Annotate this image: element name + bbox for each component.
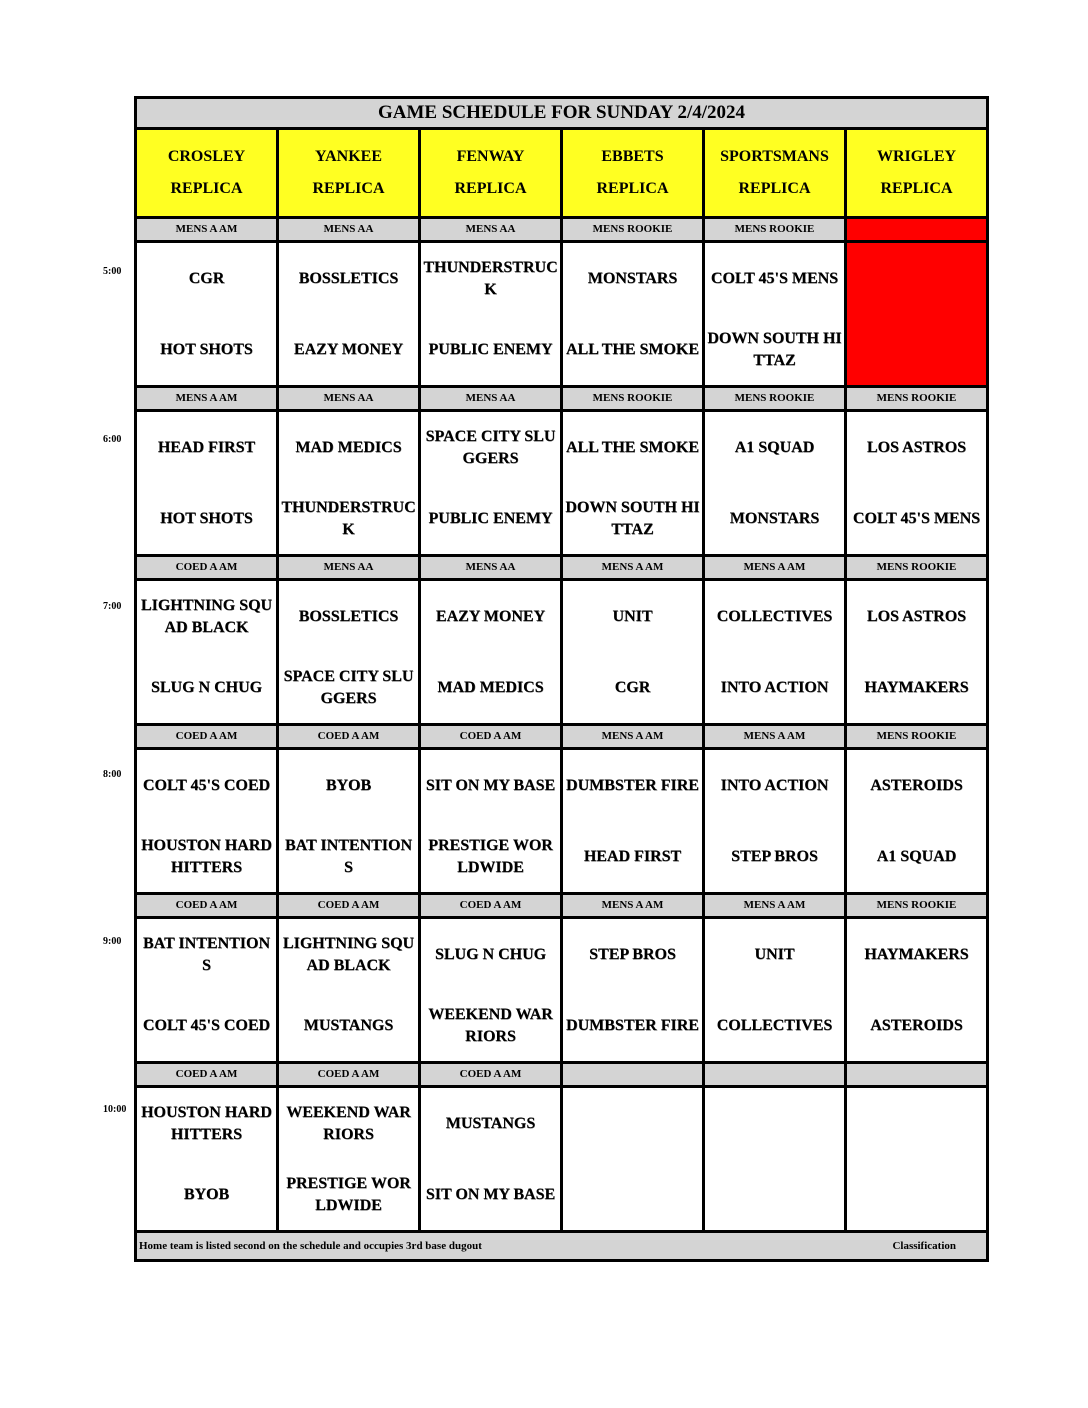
away-team: A1 SQUAD	[734, 438, 815, 456]
home-team: ALL THE SMOKE	[565, 340, 700, 358]
game-cell	[705, 581, 847, 723]
game-cell	[847, 750, 986, 892]
classification-cell: MENS ROOKIE	[705, 219, 847, 240]
time-label: 10:00	[103, 1103, 127, 1115]
away-team: ASTEROIDS	[870, 776, 963, 794]
classification-row	[137, 895, 986, 919]
game-cell	[705, 750, 847, 892]
away-team: HOUSTON HARD HITTERS	[141, 1103, 272, 1143]
away-team: SIT ON MY BASE	[425, 776, 556, 794]
home-team: CGR	[614, 678, 651, 696]
game-cell	[279, 581, 421, 723]
away-team	[847, 243, 986, 314]
field-subtitle: REPLICA	[170, 180, 243, 197]
home-team: WEEKEND WARRIORS	[428, 1005, 553, 1045]
game-row	[137, 412, 986, 557]
game-cell	[847, 919, 986, 1061]
game-cell	[563, 919, 705, 1061]
field-name: CROSLEY	[167, 148, 246, 165]
game-cell	[705, 243, 847, 385]
classification-cell: MENS ROOKIE	[876, 561, 957, 573]
classification-cell: MENS A AM	[705, 726, 847, 747]
game-cell	[421, 412, 563, 554]
time-label: 5:00	[103, 266, 122, 277]
game-cell	[279, 412, 421, 554]
time-slots	[137, 219, 986, 1233]
home-team: STEP BROS	[731, 847, 818, 865]
away-team: SPACE CITY SLUGGERS	[425, 427, 556, 467]
away-team	[705, 1088, 844, 1159]
classification-cell: COED A AM	[279, 726, 421, 747]
away-team: SLUG N CHUG	[434, 945, 547, 963]
classification-row	[137, 219, 986, 243]
away-team: MAD MEDICS	[295, 438, 402, 456]
game-cell	[421, 581, 563, 723]
home-team: PRESTIGE WORLDWIDE	[428, 836, 553, 876]
classification-cell: COED A AM	[137, 895, 279, 916]
home-team: COLLECTIVES	[716, 1016, 833, 1034]
away-team: BOSSLETICS	[298, 607, 399, 625]
home-team: SLUG N CHUG	[150, 678, 263, 696]
game-cell	[421, 750, 563, 892]
classification-cell: MENS ROOKIE	[876, 392, 957, 404]
away-team	[563, 1088, 702, 1159]
game-cell	[847, 581, 986, 723]
footer-legend: Classification	[892, 1240, 956, 1252]
classification-cell: MENS A AM	[137, 388, 279, 409]
away-team: UNIT	[754, 945, 795, 963]
home-team: A1 SQUAD	[876, 847, 957, 865]
game-cell	[705, 1088, 847, 1230]
game-cell	[421, 1088, 563, 1230]
home-team: SIT ON MY BASE	[425, 1185, 556, 1203]
classification-cell	[563, 1064, 705, 1085]
footer-row	[137, 1233, 986, 1259]
field-header	[421, 130, 563, 216]
time-label: 7:00	[103, 601, 122, 612]
time-label: 6:00	[103, 433, 122, 445]
classification-cell: MENS AA	[421, 557, 563, 578]
field-name: WRIGLEY	[876, 148, 957, 165]
away-team: COLT 45'S MENS	[710, 269, 839, 287]
classification-cell: MENS A AM	[137, 219, 279, 240]
field-subtitle: REPLICA	[596, 180, 669, 197]
classification-cell: MENS ROOKIE	[563, 219, 705, 240]
home-team: DOWN SOUTH HITTAZ	[707, 329, 842, 369]
time-label: 8:00	[103, 768, 122, 780]
field-subtitle: REPLICA	[312, 180, 385, 197]
game-cell	[563, 581, 705, 723]
game-cell	[137, 1088, 279, 1230]
classification-row	[137, 388, 986, 412]
away-team: BAT INTENTIONS	[143, 934, 270, 974]
home-team	[563, 1159, 702, 1230]
home-team: MONSTARS	[729, 509, 820, 527]
away-team: COLLECTIVES	[716, 607, 833, 625]
away-team: UNIT	[612, 607, 653, 625]
home-team: HOUSTON HARD HITTERS	[141, 836, 272, 876]
away-team: HAYMAKERS	[864, 945, 969, 963]
away-team: BYOB	[325, 776, 372, 794]
classification-cell: MENS ROOKIE	[876, 730, 957, 742]
home-team: SPACE CITY SLUGGERS	[283, 667, 414, 707]
game-cell	[563, 412, 705, 554]
classification-cell: COED A AM	[137, 1064, 279, 1085]
game-cell	[563, 1088, 705, 1230]
home-team: HOT SHOTS	[160, 509, 253, 527]
away-team: HEAD FIRST	[157, 438, 256, 456]
field-subtitle: REPLICA	[738, 180, 811, 197]
home-team: THUNDERSTRUCK	[281, 498, 416, 538]
home-team: COLT 45'S MENS	[852, 509, 981, 527]
game-row	[137, 243, 986, 388]
game-cell	[137, 243, 279, 385]
home-team: PUBLIC ENEMY	[428, 509, 553, 527]
classification-cell: COED A AM	[421, 1064, 563, 1085]
classification-cell: MENS AA	[279, 557, 421, 578]
home-team	[847, 1159, 986, 1230]
classification-cell: COED A AM	[137, 726, 279, 747]
home-team: MAD MEDICS	[437, 678, 544, 696]
home-team	[705, 1159, 844, 1230]
classification-cell: MENS A AM	[563, 895, 705, 916]
classification-cell: MENS AA	[279, 219, 421, 240]
classification-cell: MENS AA	[421, 388, 563, 409]
field-header-row	[137, 130, 986, 219]
home-team: COLT 45'S COED	[142, 1016, 271, 1034]
field-name: YANKEE	[315, 148, 382, 165]
away-team: WEEKEND WARRIORS	[286, 1103, 411, 1143]
away-team: COLT 45'S COED	[142, 776, 271, 794]
field-subtitle: REPLICA	[880, 180, 953, 197]
schedule-table	[134, 96, 989, 1262]
game-cell	[279, 243, 421, 385]
classification-cell: COED A AM	[421, 895, 563, 916]
classification-cell: MENS AA	[421, 219, 563, 240]
classification-cell	[847, 219, 986, 240]
home-team: INTO ACTION	[720, 678, 829, 696]
classification-cell: MENS A AM	[563, 726, 705, 747]
footer-note: Home team is listed second on the schedule and occupies 3rd base dugout	[139, 1240, 482, 1252]
home-team	[847, 314, 986, 385]
home-team: HOT SHOTS	[160, 340, 253, 358]
home-team: EAZY MONEY	[293, 340, 404, 358]
field-header	[705, 130, 847, 216]
game-row	[137, 581, 986, 726]
game-cell	[137, 581, 279, 723]
home-team: DOWN SOUTH HITTAZ	[565, 498, 700, 538]
away-team: LIGHTNING SQUAD BLACK	[140, 596, 273, 636]
classification-cell: MENS ROOKIE	[563, 388, 705, 409]
classification-row	[137, 726, 986, 750]
away-team: LOS ASTROS	[866, 438, 967, 456]
game-cell	[137, 750, 279, 892]
away-team: INTO ACTION	[720, 776, 829, 794]
classification-cell: MENS ROOKIE	[705, 388, 847, 409]
away-team: THUNDERSTRUCK	[423, 258, 558, 298]
classification-cell: COED A AM	[279, 1064, 421, 1085]
classification-cell: MENS AA	[279, 388, 421, 409]
classification-cell	[705, 1064, 847, 1085]
game-cell	[279, 1088, 421, 1230]
game-cell	[137, 919, 279, 1061]
away-team: ALL THE SMOKE	[565, 438, 700, 456]
game-cell	[279, 750, 421, 892]
game-cell	[847, 243, 986, 385]
field-header	[137, 130, 279, 216]
game-row	[137, 750, 986, 895]
field-name: EBBETS	[601, 148, 664, 165]
game-cell	[279, 919, 421, 1061]
home-team: ASTEROIDS	[870, 1016, 963, 1034]
classification-cell	[847, 1064, 986, 1085]
game-cell	[847, 1088, 986, 1230]
classification-cell: MENS ROOKIE	[876, 899, 957, 911]
away-team: CGR	[188, 269, 225, 287]
home-team: MUSTANGS	[303, 1016, 394, 1034]
game-cell	[421, 243, 563, 385]
away-team: MUSTANGS	[445, 1114, 536, 1132]
time-label: 9:00	[103, 936, 122, 947]
home-team: PRESTIGE WORLDWIDE	[286, 1174, 411, 1214]
classification-cell: MENS A AM	[705, 895, 847, 916]
field-header	[847, 130, 986, 216]
classification-cell: COED A AM	[137, 557, 279, 578]
game-cell	[705, 919, 847, 1061]
home-team: PUBLIC ENEMY	[428, 340, 553, 358]
home-team: HEAD FIRST	[583, 847, 682, 865]
away-team: LIGHTNING SQUAD BLACK	[282, 934, 415, 974]
field-name: FENWAY	[456, 148, 525, 165]
game-cell	[705, 412, 847, 554]
field-name: SPORTSMANS	[720, 148, 829, 165]
classification-row	[137, 1064, 986, 1088]
game-cell	[563, 750, 705, 892]
away-team: STEP BROS	[589, 945, 676, 963]
away-team: DUMBSTER FIRE	[566, 776, 699, 794]
away-team: BOSSLETICS	[298, 269, 399, 287]
classification-cell: COED A AM	[421, 726, 563, 747]
game-cell	[421, 919, 563, 1061]
away-team	[847, 1088, 986, 1159]
classification-cell: MENS A AM	[705, 557, 847, 578]
home-team: BYOB	[183, 1185, 230, 1203]
home-team: DUMBSTER FIRE	[566, 1016, 699, 1034]
classification-row	[137, 557, 986, 581]
game-row	[137, 1088, 986, 1233]
game-cell	[847, 412, 986, 554]
field-subtitle: REPLICA	[454, 180, 527, 197]
home-team: HAYMAKERS	[864, 678, 969, 696]
field-header	[279, 130, 421, 216]
schedule-title: GAME SCHEDULE FOR SUNDAY 2/4/2024	[137, 99, 986, 130]
classification-cell: MENS A AM	[563, 557, 705, 578]
away-team: LOS ASTROS	[866, 607, 967, 625]
away-team: MONSTARS	[587, 269, 678, 287]
home-team: BAT INTENTIONS	[285, 836, 412, 876]
game-cell	[563, 243, 705, 385]
classification-cell: COED A AM	[279, 895, 421, 916]
field-header	[563, 130, 705, 216]
game-row	[137, 919, 986, 1064]
game-cell	[137, 412, 279, 554]
away-team: EAZY MONEY	[435, 607, 546, 625]
